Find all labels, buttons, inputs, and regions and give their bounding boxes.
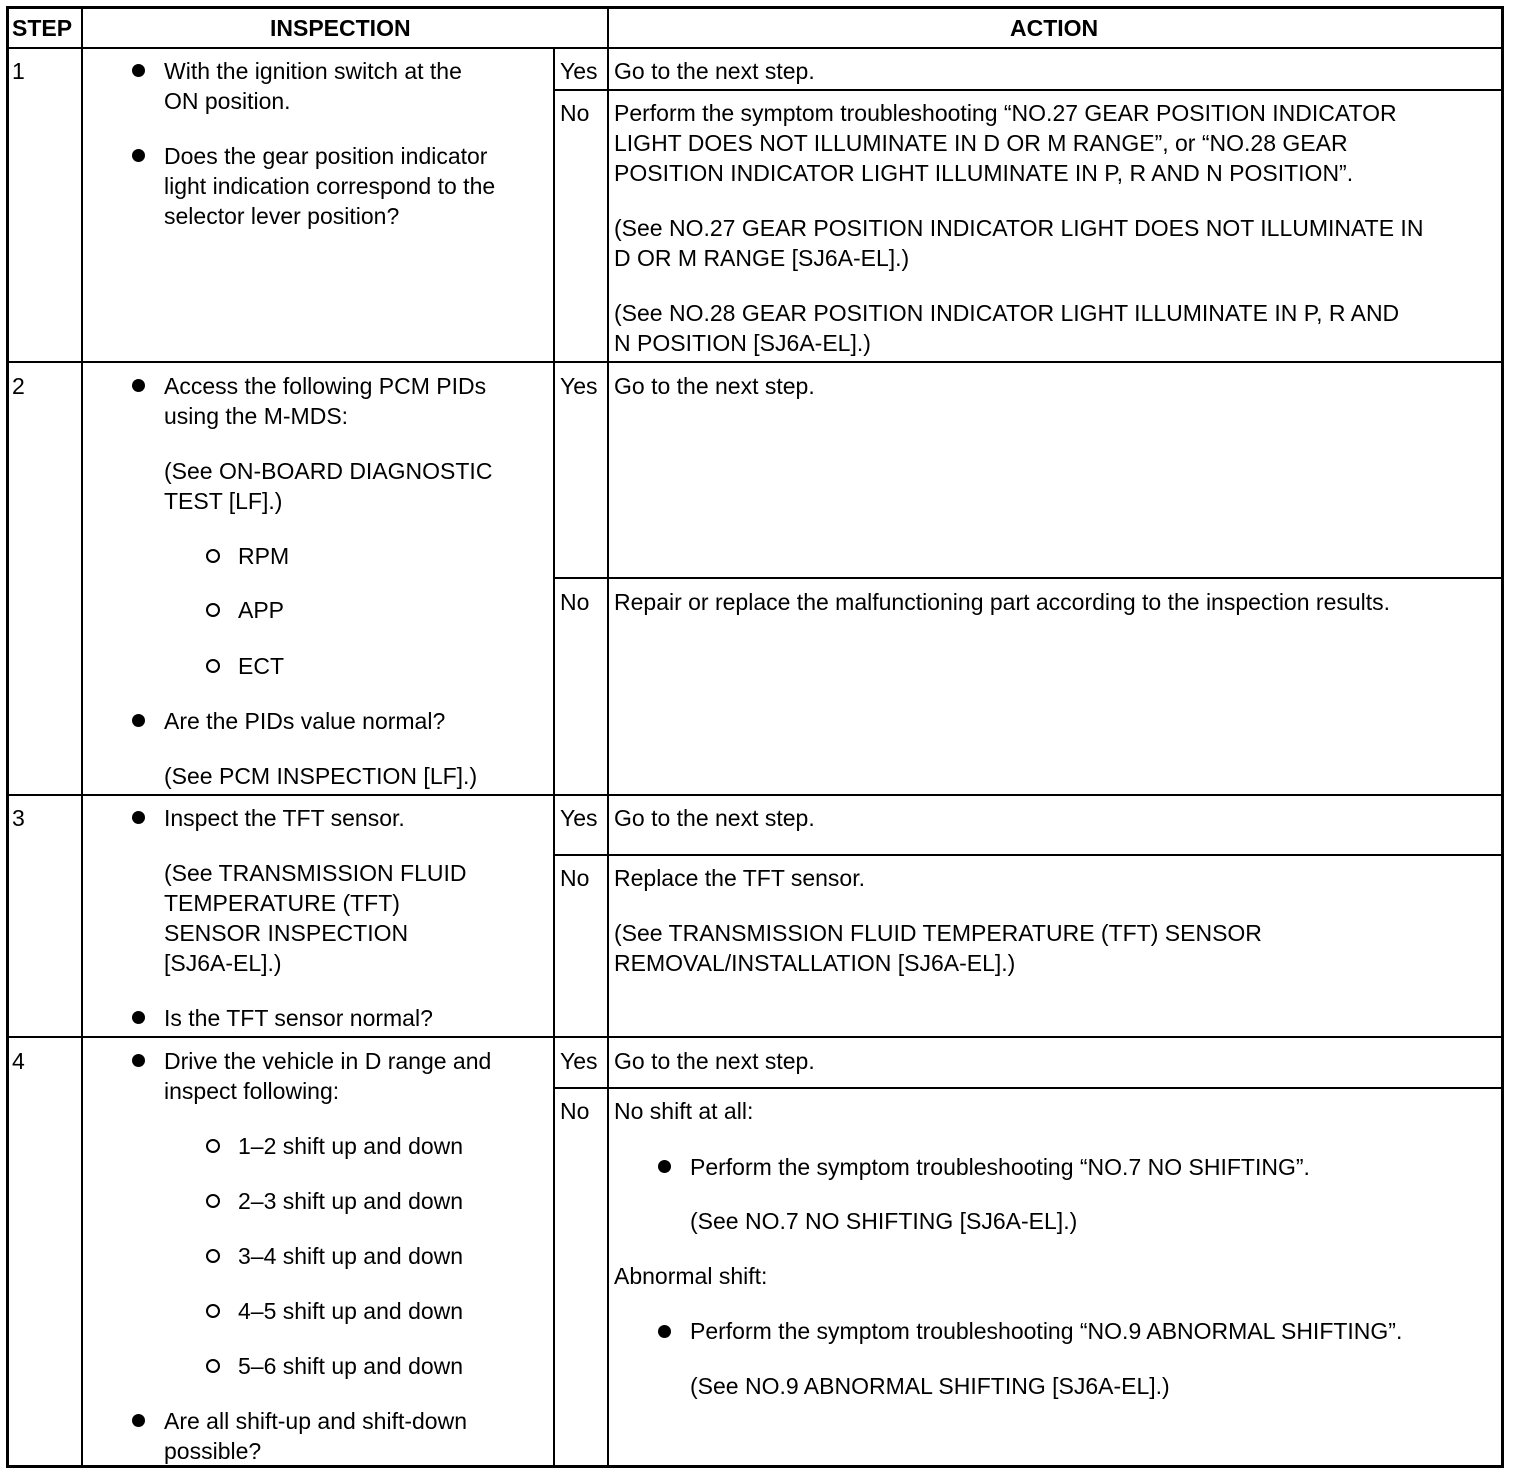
inspection-text: (See ON-BOARD DIAGNOSTIC [164,458,493,484]
row-divider [6,1036,1504,1038]
inspection-text: 4–5 shift up and down [238,1298,464,1324]
bullet-icon [132,1414,145,1427]
row-divider [6,361,1504,363]
column-divider [553,48,555,1468]
yes-label: Yes [560,373,598,399]
yes-label: Yes [560,805,598,831]
header-inspection: INSPECTION [270,15,411,41]
bullet-icon [132,1054,145,1067]
sub-bullet-icon [206,659,220,673]
inspection-text: (See TRANSMISSION FLUID [164,860,467,886]
inspection-text: ON position. [164,88,291,114]
action-text: Perform the symptom troubleshooting “NO.9 ABNORMAL SHIFTING”. [690,1318,1403,1344]
action-text: REMOVAL/INSTALLATION [SJ6A-EL].) [614,950,1016,976]
bullet-icon [132,1011,145,1024]
action-text: D OR M RANGE [SJ6A-EL].) [614,245,910,271]
inspection-text: inspect following: [164,1078,340,1104]
no-label: No [560,1098,590,1124]
inspection-text: Are all shift-up and shift-down [164,1408,467,1434]
inspection-text: SENSOR INSPECTION [164,920,409,946]
row-divider [554,89,1504,91]
inspection-text: selector lever position? [164,203,400,229]
step-number: 2 [12,373,25,399]
bullet-icon [132,811,145,824]
action-text: (See NO.7 NO SHIFTING [SJ6A-EL].) [690,1208,1078,1234]
column-divider [81,6,83,1468]
sub-bullet-icon [206,603,220,617]
sub-bullet-icon [206,1359,220,1373]
inspection-text: (See PCM INSPECTION [LF].) [164,763,478,789]
action-text: N POSITION [SJ6A-EL].) [614,330,871,356]
inspection-text: Is the TFT sensor normal? [164,1005,433,1031]
action-text: No shift at all: [614,1098,754,1124]
action-text: (See TRANSMISSION FLUID TEMPERATURE (TFT) SENSOR [614,920,1262,946]
bullet-icon [658,1160,671,1173]
no-label: No [560,865,590,891]
action-text: Go to the next step. [614,1048,815,1074]
header-action: ACTION [1010,15,1099,41]
column-divider [607,6,609,1468]
bullet-icon [132,64,145,77]
no-label: No [560,589,590,615]
bullet-icon [132,379,145,392]
row-divider [554,854,1504,856]
action-text: Perform the symptom troubleshooting “NO.27 GEAR POSITION INDICATOR [614,100,1397,126]
bullet-icon [132,149,145,162]
row-divider [554,577,1504,579]
inspection-text: 3–4 shift up and down [238,1243,464,1269]
sub-bullet-icon [206,1249,220,1263]
row-divider [6,47,1504,49]
bullet-icon [132,714,145,727]
inspection-text: Access the following PCM PIDs [164,373,487,399]
inspection-text: APP [238,597,285,623]
step-number: 4 [12,1048,25,1074]
sub-bullet-icon [206,549,220,563]
inspection-text: Are the PIDs value normal? [164,708,446,734]
action-text: Repair or replace the malfunctioning part according to the inspection results. [614,589,1391,615]
yes-label: Yes [560,58,598,84]
inspection-text: With the ignition switch at the [164,58,462,84]
header-step: STEP [12,15,73,41]
inspection-text: Drive the vehicle in D range and [164,1048,492,1074]
action-text: (See NO.27 GEAR POSITION INDICATOR LIGHT DOES NOT ILLUMINATE IN [614,215,1424,241]
step-number: 1 [12,58,25,84]
inspection-text: RPM [238,543,290,569]
action-text: Go to the next step. [614,58,815,84]
inspection-text: Inspect the TFT sensor. [164,805,405,831]
action-text: Go to the next step. [614,373,815,399]
row-divider [6,794,1504,796]
inspection-text: 5–6 shift up and down [238,1353,464,1379]
action-text: POSITION INDICATOR LIGHT ILLUMINATE IN P, R AND N POSITION”. [614,160,1354,186]
inspection-text: TEST [LF].) [164,488,283,514]
inspection-text: [SJ6A-EL].) [164,950,282,976]
action-text: Replace the TFT sensor. [614,865,866,891]
inspection-text: 1–2 shift up and down [238,1133,464,1159]
action-text: LIGHT DOES NOT ILLUMINATE IN D OR M RANGE”, or “NO.28 GEAR [614,130,1348,156]
bullet-icon [658,1325,671,1338]
inspection-text: light indication correspond to the [164,173,496,199]
inspection-text: possible? [164,1438,262,1464]
sub-bullet-icon [206,1194,220,1208]
action-text: Perform the symptom troubleshooting “NO.7 NO SHIFTING”. [690,1154,1310,1180]
action-text: (See NO.9 ABNORMAL SHIFTING [SJ6A-EL].) [690,1373,1170,1399]
sub-bullet-icon [206,1139,220,1153]
row-divider [554,1087,1504,1089]
inspection-text: using the M-MDS: [164,403,349,429]
inspection-text: Does the gear position indicator [164,143,488,169]
step-number: 3 [12,805,25,831]
action-text: (See NO.28 GEAR POSITION INDICATOR LIGHT ILLUMINATE IN P, R AND [614,300,1400,326]
action-text: Go to the next step. [614,805,815,831]
inspection-text: 2–3 shift up and down [238,1188,464,1214]
action-text: Abnormal shift: [614,1263,768,1289]
inspection-text: ECT [238,653,284,679]
no-label: No [560,100,590,126]
yes-label: Yes [560,1048,598,1074]
sub-bullet-icon [206,1304,220,1318]
inspection-text: TEMPERATURE (TFT) [164,890,400,916]
